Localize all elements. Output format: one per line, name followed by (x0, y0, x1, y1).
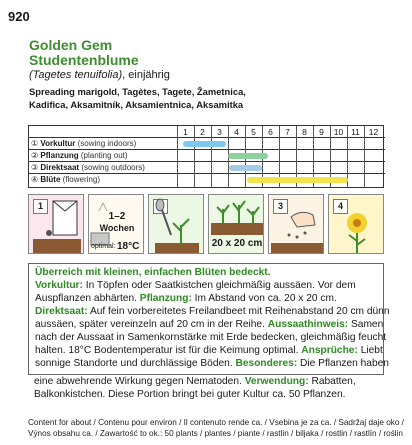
lifecycle: , einjährig (122, 69, 170, 81)
pictogram-number: 3 (273, 199, 288, 214)
flower-icon (329, 195, 384, 254)
month-number: 6 (268, 127, 273, 137)
product-code: 920 (8, 9, 30, 24)
description-line: eine abwehrende Wirkung gegen Nematoden. Verwendung: Rabatten, (34, 376, 356, 387)
pflanzung-bar (228, 153, 268, 159)
description-line: Direktsaat: Auf fein vorbereitetes Freilandbeet mit Reihenabstand 20 cm dünn (35, 306, 390, 317)
month-number: 4 (234, 127, 239, 137)
month-number: 8 (302, 127, 307, 137)
calendar-row-label: ④ Blüte (flowering) (31, 175, 100, 184)
vorkultur-bar (183, 141, 226, 147)
common-names-line-2: Kadifica, Aksamitník, Aksamientnica, Aksamitka (29, 99, 244, 110)
temperature-value: 18°C (117, 241, 140, 252)
month-number: 7 (285, 127, 290, 137)
description-line: aussäen, später vereinzeln auf 20 cm in der Reihe. Aussaathinweis: Samen (35, 319, 384, 330)
month-number: 10 (333, 127, 344, 137)
description-line: halten. 18°C Bodentemperatur ist für die Keimung optimal. Ansprüche: Liebt (35, 345, 383, 356)
calendar-row-direktsaat (29, 162, 385, 174)
calendar-row-label: ③ Direktsaat (sowing outdoors) (31, 163, 145, 172)
latin-name: (Tagetes tenuifolia) (29, 69, 123, 81)
month-number: 2 (200, 127, 205, 137)
description-line: nach der Aussaat in Samenkornstärke mit Erde bedecken, gleichmäßig feucht (35, 332, 387, 343)
calendar-row-pflanzung (29, 150, 385, 162)
pictogram-number: 1 (33, 199, 48, 214)
seed-packet-icon (29, 195, 84, 254)
pictogram-3 (268, 194, 324, 254)
content-note-line-2: Výnos obsahu ca. / Zawartość to ok.: 50 plants / plantes / piante / rastlin / biljaka / rostlin / rastlín / roślin (28, 429, 403, 438)
description-line: Balkonkistchen. Diese Portion bringt bei guter Kultur ca. 50 Pflanzen. (34, 389, 346, 400)
pictogram-2 (148, 194, 204, 254)
sowing-hand-icon (269, 195, 324, 254)
calendar-row-label: ② Pflanzung (planting out) (31, 151, 128, 160)
weeks-value: 1–2 (108, 211, 126, 222)
month-number: 1 (183, 127, 188, 137)
month-number: 11 (351, 127, 360, 137)
sowing-calendar (28, 125, 384, 188)
description-line: sonnige Standorte und durchlässige Böden. Besonderes: Die Pflanzen haben (35, 358, 389, 369)
common-names-line-1: Spreading marigold, Tagètes, Tagete, Žametnica, (29, 86, 246, 97)
weeks-label: Wochen (99, 223, 135, 233)
month-number: 3 (217, 127, 222, 137)
pictogram-4 (328, 194, 384, 254)
month-number: 12 (368, 127, 379, 137)
month-number: 9 (319, 127, 324, 137)
description-line: Vorkultur: In Töpfen oder Saatkistchen gleichmäßig aussäen. Vor dem (35, 280, 356, 291)
pictogram-1 (28, 194, 84, 254)
description-headline: Überreich mit kleinen, einfachen Blüten bedeckt. (35, 267, 271, 278)
variety-title: Golden Gem (29, 37, 113, 53)
description-box (28, 263, 390, 375)
pictogram-spacing (208, 194, 264, 254)
latin-name-line (29, 69, 170, 82)
pictogram-germination (88, 194, 144, 254)
bluete-bar (247, 177, 348, 183)
calendar-row-label: ① Vorkultur (sowing indoors) (31, 139, 137, 148)
content-note-line-1: Content for about / Contenu pour environ / Il contenuto rende ca. / Vsebina je za ca. / Sadržaj daje oko / (28, 418, 404, 427)
optimal-label: optimal: (91, 243, 116, 250)
spacing-value: 20 x 20 cm (211, 238, 263, 249)
month-number: 5 (251, 127, 256, 137)
pictogram-number: 4 (333, 199, 348, 214)
planting-trowel-icon (149, 195, 204, 254)
plant-name: Studentenblume (29, 52, 139, 68)
description-line: Auspflanzen abhärten. Pflanzung: Im Abstand von ca. 20 x 20 cm. (35, 293, 337, 304)
direktsaat-bar (229, 165, 262, 171)
